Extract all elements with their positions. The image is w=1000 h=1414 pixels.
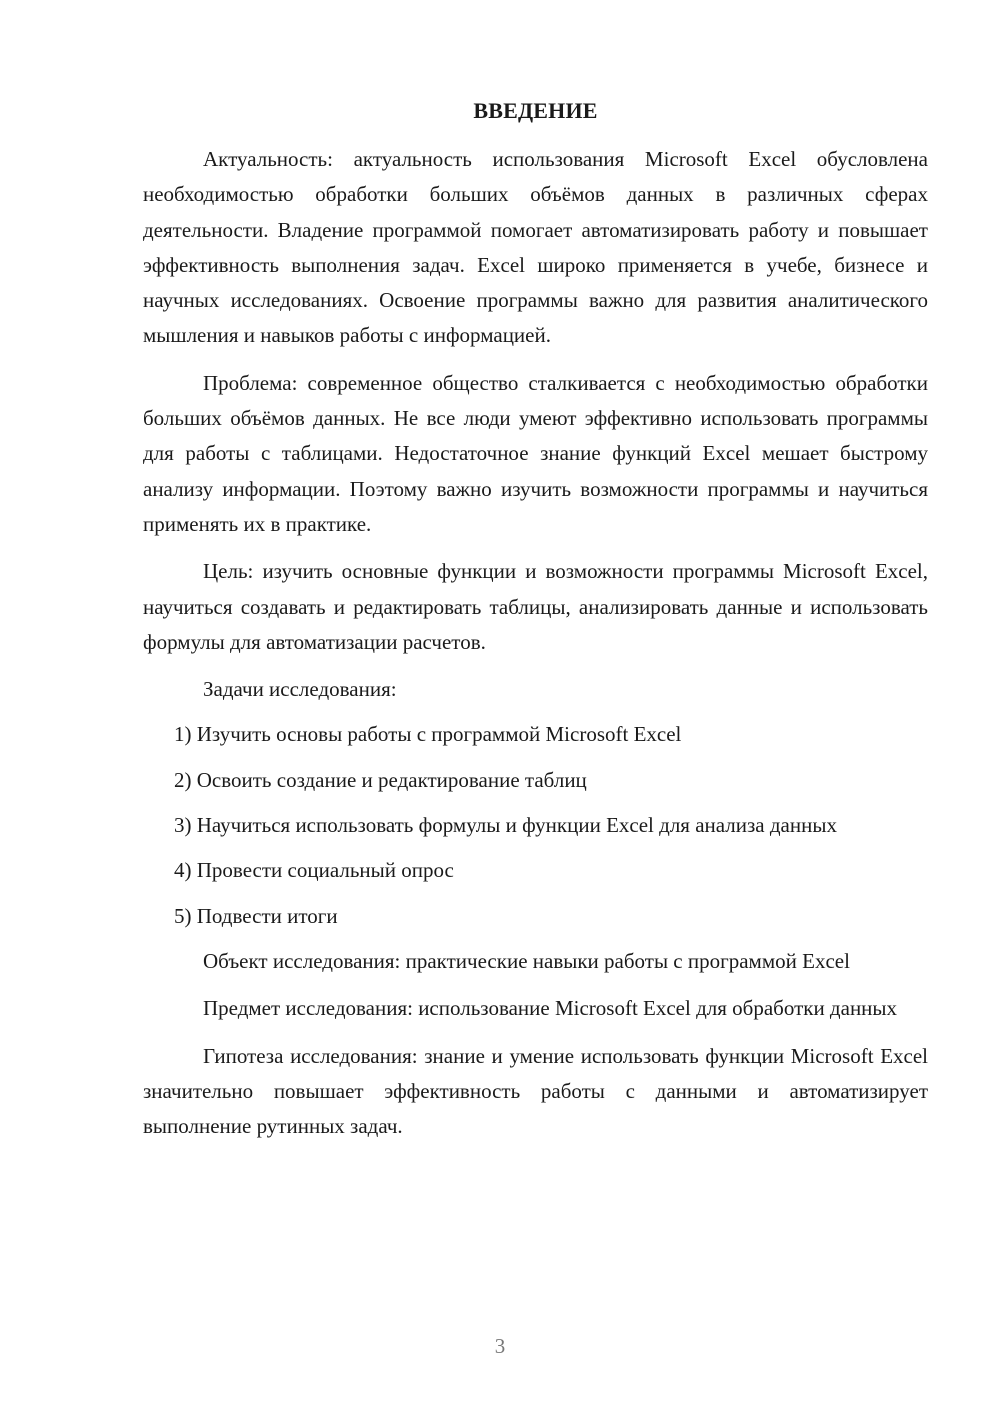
tasks-heading: Задачи исследования: <box>203 677 397 702</box>
list-item: 5) Подвести итоги <box>174 903 338 928</box>
tasks-list <box>143 717 928 933</box>
paragraph-subject: Предмет исследования: использование Microsoft Excel для обработки данных <box>203 996 898 1021</box>
section-title: ВВЕДЕНИЕ <box>473 98 598 123</box>
page-number: 3 <box>494 1334 506 1358</box>
paragraph-hypothesis: Гипотеза исследования: знание и умение использовать функции Microsoft Excel значительно повышает эффективность работы с данными и автоматизирует выполнение рутинных задач. <box>143 1043 928 1139</box>
list-item: 2) Освоить создание и редактирование таблиц <box>174 767 587 792</box>
paragraph-object: Объект исследования: практические навыки работы с программой Excel <box>203 948 850 973</box>
list-item: 3) Научиться использовать формулы и функции Excel для анализа данных <box>174 813 837 838</box>
paragraph-goal: Цель: изучить основные функции и возможности программы Microsoft Excel, научиться создавать и редактировать таблицы, анализировать данные и использовать формулы для автоматизации расчетов. <box>143 559 928 654</box>
list-item: 4) Провести социальный опрос <box>174 858 454 883</box>
list-item: 1) Изучить основы работы с программой Microsoft Excel <box>174 722 682 747</box>
document-page <box>143 94 928 1156</box>
paragraph-problem: Проблема: современное общество сталкивается с необходимостью обработки больших объёмов данных. Не все люди умеют эффективно использовать программы для работы с таблицами. Недостаточное знание функций Excel мешает быстрому анализу информации. Поэтому важно изучить возможности программы и научиться применять их в практике. <box>143 370 928 536</box>
paragraph-relevance: Актуальность: актуальность использования Microsoft Excel обусловлена необходимостью обработки больших объёмов данных в различных сферах деятельности. Владение программой помогает автоматизировать работу и повышает эффективность выполнения задач. Excel широко применяется в учебе, бизнесе и научных исследованиях. Освоение программы важно для развития аналитического мышления и навыков работы с информацией. <box>143 147 928 348</box>
